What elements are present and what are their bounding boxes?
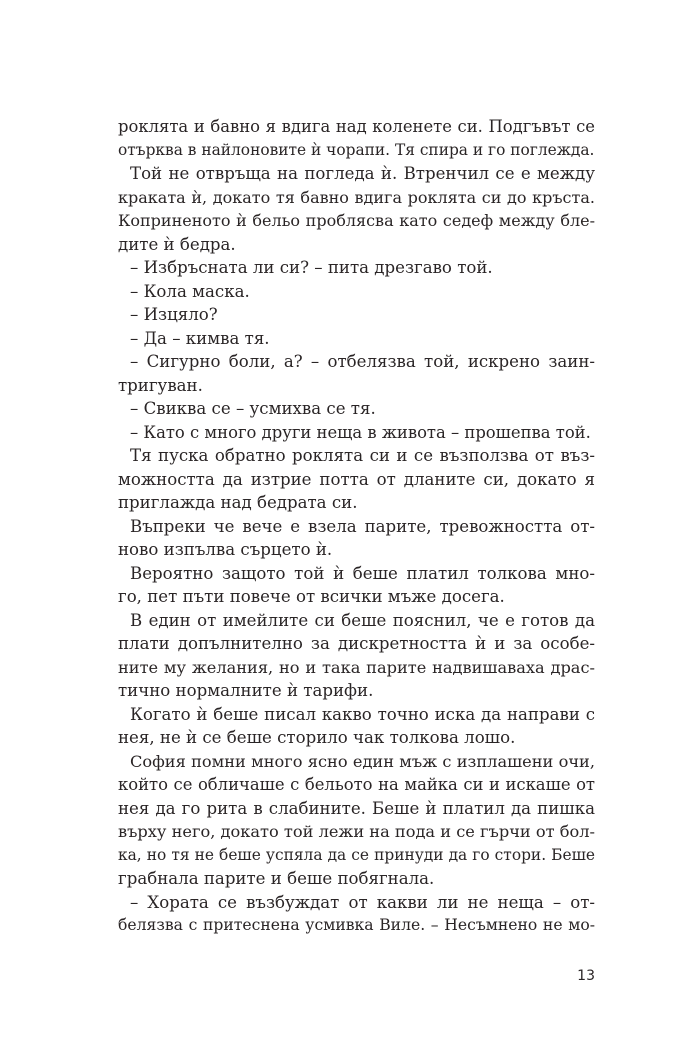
text-line: нея да го рита в слабините. Беше ѝ платил да пишка	[118, 798, 595, 818]
text-line: – Избръсната ли си? – пита дрезгаво той.	[130, 258, 493, 277]
text-line: – Хората се възбуждат от какви ли не неща – от-	[130, 892, 595, 912]
text-line: тригуван.	[118, 375, 203, 395]
text-line: дите ѝ бедра.	[118, 234, 236, 254]
text-line: който се обличаше с бельото на майка си и искаше от	[118, 775, 595, 794]
text-line: Тя пуска обратно роклята си и се възползва от въз-	[130, 446, 595, 465]
text-line: Когато ѝ беше писал какво точно иска да направи с	[130, 704, 595, 724]
text-line: – Да – кимва тя.	[130, 328, 270, 348]
text-line: ново изпълва сърцето ѝ.	[118, 540, 333, 559]
text-line: – Кола маска.	[130, 281, 250, 301]
text-line: приглажда над бедрата си.	[118, 493, 358, 512]
text-line: тично нормалните ѝ тарифи.	[118, 681, 374, 700]
text-line: белязва с притеснена усмивка Виле. – Несъмнено не мо-	[118, 916, 595, 934]
text-line: Той не отвръща на погледа ѝ. Втренчил се е между	[130, 164, 595, 183]
body-text	[118, 115, 595, 938]
text-line: ка, но тя не беше успяла да се принуди да го стори. Беше	[118, 845, 595, 864]
text-line: грабнала парите и беше побягнала.	[118, 869, 435, 888]
text-line: – Сигурно боли, а? – отбелязва той, искрено заин-	[130, 352, 595, 371]
text-line: плати допълнително за дискретността ѝ и за особе-	[118, 634, 595, 653]
text-line: можността да изтрие потта от дланите си, докато я	[118, 469, 595, 489]
text-line: нея, не ѝ се беше сторило чак толкова лошо.	[118, 728, 516, 747]
text-line: краката ѝ, докато тя бавно вдига роклята си до кръста.	[118, 187, 595, 207]
text-line: Въпреки че вече е взела парите, тревожността от-	[130, 516, 595, 536]
text-line: Вероятно защото той ѝ беше платил толкова мно-	[130, 563, 595, 583]
text-line: Копринeното ѝ бельо проблясва като седеф между бле-	[118, 211, 595, 230]
text-line: – Като с много други неща в живота – прошепва той.	[130, 422, 591, 442]
text-line: го, пет пъти повече от всички мъже досега.	[118, 587, 505, 606]
text-line: върху него, докато той лежи на пода и се гърчи от бол-	[118, 822, 595, 841]
text-line: – Изцяло?	[130, 305, 218, 324]
text-line: София помни много ясно един мъж с изплашени очи,	[130, 751, 595, 771]
text-line: – Свиква се – усмихва се тя.	[130, 399, 376, 418]
page-number: 13	[577, 968, 595, 984]
text-line: В един от имейлите си беше пояснил, че е готов да	[130, 610, 595, 630]
text-line: роклята и бавно я вдига над коленете си. Подгъвът се	[118, 117, 595, 136]
text-line: ните му желания, но и така парите надвишаваха драс-	[118, 657, 595, 677]
text-line: отърква в найлоновите ѝ чорапи. Тя спира и го поглежда.	[118, 140, 595, 159]
